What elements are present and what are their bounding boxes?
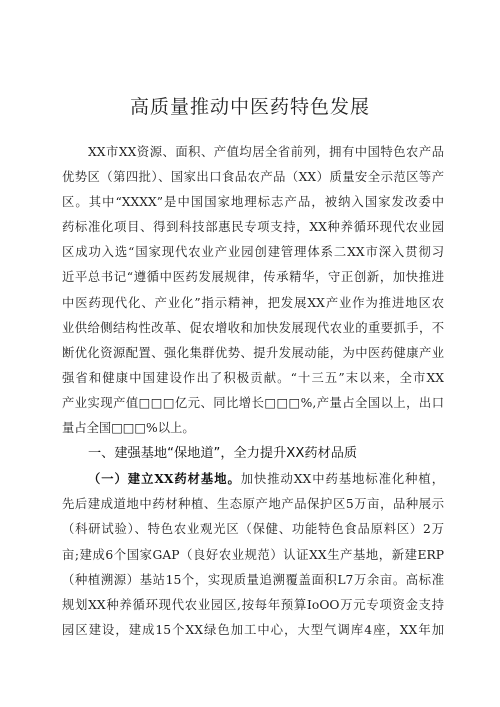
subsection-first-line-text: 加快推动XX中药基地标准化种植， (240, 472, 444, 487)
paragraph-line: 中医药现代化、产业化”指示精神，把发展XX产业作为推进地区农 (62, 295, 444, 310)
paragraph-line: 规划XX种养循环现代农业园区,按每年预算IoOO万元专项资金支持 (62, 597, 444, 612)
paragraph-line: 区成功入选“国家现代农业产业园创建管理体系二XX市深入贯彻习 (62, 245, 444, 260)
paragraph-line: （科研试验）、特色农业观光区（保健、功能特色食品原料区）2万 (62, 522, 444, 537)
paragraph-line: 先后建成道地中药材种植、生态原产地产品保护区5万亩，品种展示 (62, 497, 444, 512)
paragraph-line: （种植溯源）基站15个，实现质量追溯覆盖面积L7万余亩。高标准 (62, 572, 444, 587)
section-heading: 一、建强基地“保地道”，全力提升XX药材品质 (88, 446, 358, 462)
paragraph-line: 药标准化项目、得到科技部惠民专项支持，XX种养循环现代农业园 (62, 220, 444, 235)
paragraph-line: 近平总书记“遵循中医药发展规律，传承精华，守正创新，加快推进 (62, 270, 444, 285)
subsection-first-line (62, 466, 444, 492)
paragraph-line: 亩;建成6个国家GAP（良好农业规范）认证XX生产基地，新建ERP (62, 547, 444, 562)
paragraph-line: 区。其中“XXXX”是中国国家地理标志产品，被纳入国家发改委中 (62, 195, 444, 210)
paragraph-line: 优势区（第四批）、国家出口食品农产品（XX）质量安全示范区等产 (62, 170, 444, 185)
paragraph-line: 量占全国□□□%以上。 (62, 421, 195, 436)
document-body (62, 140, 444, 643)
paragraph-line: 园区建设，建成15个XX绿色加工中心，大型气调库4座，XX年加 (62, 622, 444, 637)
document-title: 高质量推动中医药特色发展 (129, 96, 370, 118)
paragraph-line: 业供给侧结构性改革、促农增收和加快发展现代农业的重要抓手，不 (62, 320, 444, 335)
paragraph-line: XX市XX资源、面积、产值均居全省前列，拥有中国特色农产品 (88, 145, 444, 159)
paragraph-line: 强省和健康中国建设作出了积极贡献。“十三五”末以来，全市XX (62, 370, 444, 385)
subsection-heading: （一）建立XX药材基地。 (88, 471, 241, 487)
paragraph-line: 产业实现产值□□□亿元、同比增长□□□%,产量占全国以上，出口 (62, 395, 444, 410)
paragraph-line: 断优化资源配置、强化集群优势、提升发展动能，为中医药健康产业 (62, 345, 444, 360)
